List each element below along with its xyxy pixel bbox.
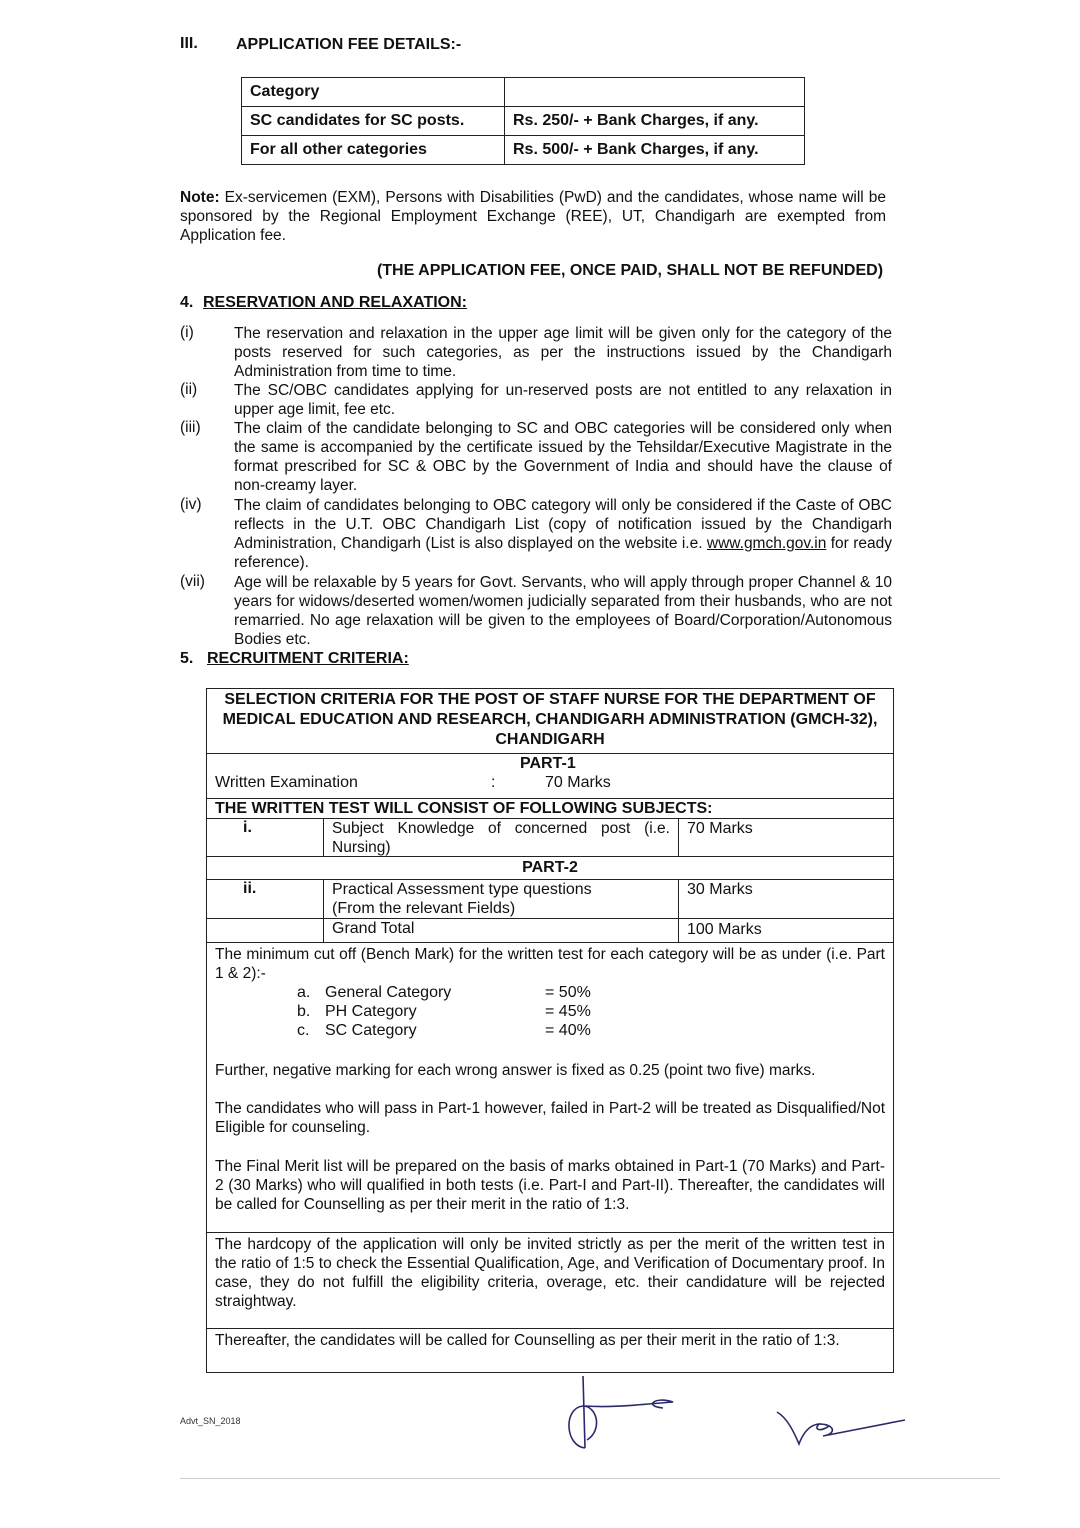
list-item-text: The SC/OBC candidates applying for un-reserved posts are not entitled to any relaxation in upper age limit, fee etc. xyxy=(234,382,892,418)
list-item-text xyxy=(234,496,892,572)
grand-total-marks-cell xyxy=(678,919,893,942)
subject-marks: 70 Marks xyxy=(687,820,753,837)
fee-amount-cell: Rs. 500/- + Bank Charges, if any. xyxy=(505,136,805,165)
cutoff-value: = 50% xyxy=(545,984,591,1001)
written-exam-label: Written Examination xyxy=(215,774,358,791)
section-3-number: III. xyxy=(180,35,198,52)
section-3-title: APPLICATION FEE DETAILS:- xyxy=(236,36,462,53)
disqualified-text: The candidates who will pass in Part-1 however, failed in Part-2 will be treated as Disqualified/Not Eligible for counseling. xyxy=(215,1100,885,1136)
cutoff-letter: a. xyxy=(297,984,311,1001)
cutoff-value: = 40% xyxy=(545,1022,591,1039)
subject-row-ii xyxy=(207,880,893,919)
subject-text: Subject Knowledge of concerned post (i.e. Nursing) xyxy=(332,820,670,856)
subject-number: i. xyxy=(243,819,252,836)
part-2-title: PART-2 xyxy=(207,857,893,880)
counselling-block xyxy=(207,1329,893,1372)
fee-category-header: Category xyxy=(242,78,505,107)
negative-marking-text: Further, negative marking for each wrong answer is fixed as 0.25 (point two five) marks. xyxy=(215,1062,816,1079)
list-item xyxy=(180,324,892,381)
subject-row-i xyxy=(207,819,893,857)
website-link[interactable]: www.gmch.gov.in xyxy=(706,535,827,552)
cutoff-block xyxy=(207,943,893,1233)
list-item xyxy=(180,573,892,649)
list-item-text-part: The claim of candidates belonging to OBC category will only be considered if the Caste of OBC reflects in the U.T. OBC Chandigarh List (copy of notification issued by the Chandigarh Administration, Chandigarh (List is also displayed on the website i.e. xyxy=(234,497,892,552)
fee-table xyxy=(241,77,805,165)
bottom-divider xyxy=(180,1478,1000,1479)
fee-note xyxy=(180,188,886,245)
list-item-text: The reservation and relaxation in the upper age limit will be given only for the category of the posts reserved for such categories, as per the instructions issued by the Chandigarh Administration from time to time. xyxy=(234,325,892,380)
marks-cell xyxy=(678,880,893,918)
grand-total-cell xyxy=(323,919,678,942)
list-item-number: (iv) xyxy=(180,496,202,513)
list-item-number: (ii) xyxy=(180,381,198,398)
merit-list-text: The Final Merit list will be prepared on the basis of marks obtained in Part-1 (70 Marks) and Part-2 (30 Marks) who will qualified in both tests (i.e. Part-I and Part-II). Thereafter, the candidates will be called for Counselling as per their merit in the ratio of 1:3. xyxy=(215,1158,885,1213)
grand-total-row xyxy=(207,919,893,943)
list-item-text: Age will be relaxable by 5 years for Govt. Servants, who will apply through proper Channel & 10 years for widows/deserted women/women judicially separated from their husbands, who are not remarried. No age relaxation will be given to the employees of Board/Corporation/Autonomous Bodies etc. xyxy=(234,574,892,648)
list-item-text: The claim of the candidate belonging to SC and OBC categories will be considered only when the same is accompanied by the certificate issued by the Tehsildar/Executive Magistrate in the format prescribed for SC & OBC by the Government of India and should have the clause of non-creamy layer. xyxy=(234,420,892,494)
fee-table-row xyxy=(242,78,805,107)
section-5-title: RECRUITMENT CRITERIA: xyxy=(207,650,409,667)
list-item-number: (iii) xyxy=(180,419,201,436)
list-item-text-part: for ready reference). xyxy=(234,535,892,571)
written-exam-marks: 70 Marks xyxy=(545,774,611,791)
cutoff-category: PH Category xyxy=(325,1003,417,1020)
subject-text: Practical Assessment type questions (From the relevant Fields) xyxy=(332,881,592,917)
fee-amount-cell: Rs. 250/- + Bank Charges, if any. xyxy=(505,107,805,136)
section-5-number: 5. xyxy=(180,650,194,667)
signature-1 xyxy=(555,1368,685,1453)
subject-cell xyxy=(323,819,678,856)
fee-table-row xyxy=(242,136,805,165)
counselling-text: Thereafter, the candidates will be called for Counselling as per their merit in the ratio of 1:3. xyxy=(215,1332,840,1349)
subject-marks: 30 Marks xyxy=(687,881,753,898)
cutoff-category: SC Category xyxy=(325,1022,417,1039)
fee-category-cell: SC candidates for SC posts. xyxy=(242,107,505,136)
subject-cell xyxy=(323,880,678,918)
note-label: Note: xyxy=(180,189,220,206)
hardcopy-text: The hardcopy of the application will only be invited strictly as per the merit of the written test in the ratio of 1:5 to check the Essential Qualification, Age, and Verification of Documentary proof. In case, they do not fulfill the eligibility criteria, overage, etc. their candidature will be rejected straightway. xyxy=(215,1236,885,1310)
list-item xyxy=(180,381,892,419)
part-1-title: PART-1 xyxy=(520,755,576,772)
list-item xyxy=(180,419,892,495)
cutoff-letter: b. xyxy=(297,1003,311,1020)
list-item-number: (i) xyxy=(180,324,194,341)
signature-2 xyxy=(775,1400,910,1455)
list-item-number: (vii) xyxy=(180,573,205,590)
fee-table-row xyxy=(242,107,805,136)
cutoff-value: = 45% xyxy=(545,1003,591,1020)
criteria-table xyxy=(206,688,894,1373)
refund-notice: (THE APPLICATION FEE, ONCE PAID, SHALL NOT BE REFUNDED) xyxy=(376,262,884,279)
subject-number: ii. xyxy=(243,880,257,897)
fee-category-cell: For all other categories xyxy=(242,136,505,165)
document-code: Advt_SN_2018 xyxy=(180,1416,241,1426)
section-4-number: 4. xyxy=(180,294,194,311)
criteria-header: SELECTION CRITERIA FOR THE POST OF STAFF NURSE FOR THE DEPARTMENT OF MEDICAL EDUCATION AND RESEARCH, CHANDIGARH ADMINISTRATION (GMCH-32), CHANDIGARH xyxy=(207,689,893,754)
part-1-row xyxy=(207,754,893,799)
cutoff-category: General Category xyxy=(325,984,452,1001)
cutoff-letter: c. xyxy=(297,1022,310,1039)
subjects-heading: THE WRITTEN TEST WILL CONSIST OF FOLLOWING SUBJECTS: xyxy=(207,799,893,819)
fee-amount-header xyxy=(505,78,805,107)
section-4-title: RESERVATION AND RELAXATION: xyxy=(203,294,468,311)
note-text: Ex-servicemen (EXM), Persons with Disabilities (PwD) and the candidates, whose name will be sponsored by the Regional Employment Exchange (REE), UT, Chandigarh are exempted from Application fee. xyxy=(180,189,886,244)
grand-total-label: Grand Total xyxy=(332,920,415,937)
cutoff-intro: The minimum cut off (Bench Mark) for the written test for each category will be as under (i.e. Part 1 & 2):- xyxy=(215,946,885,982)
written-exam-colon: : xyxy=(491,774,496,791)
grand-total-marks: 100 Marks xyxy=(687,921,762,938)
marks-cell xyxy=(678,819,893,856)
list-item xyxy=(180,496,892,572)
hardcopy-block xyxy=(207,1233,893,1329)
